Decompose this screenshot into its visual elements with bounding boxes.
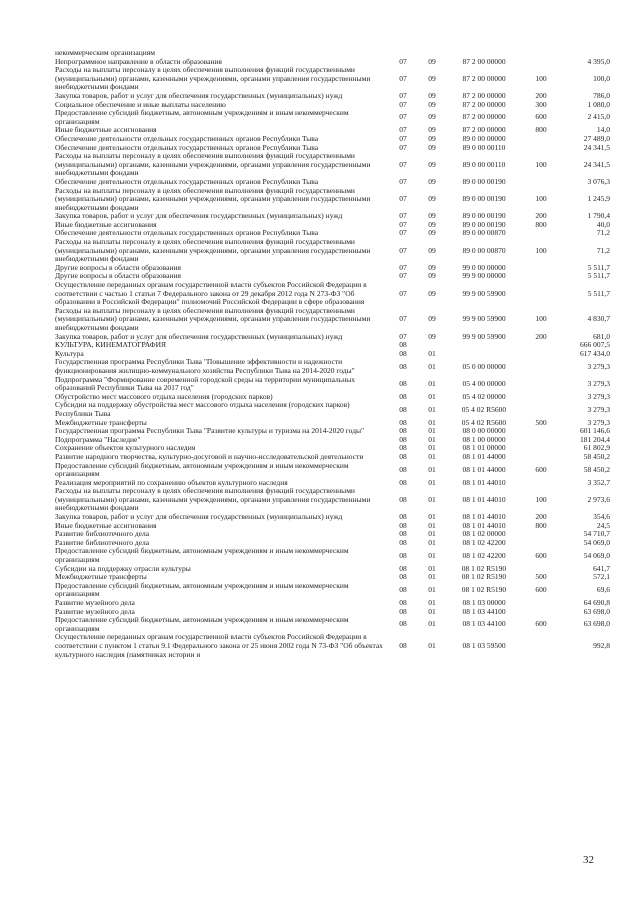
row-subsection-code: 09: [428, 99, 436, 109]
row-expense-type: [521, 539, 561, 548]
row-subsection-code: 01: [428, 563, 436, 573]
row-name: Непрограммное направление в области образования: [55, 56, 222, 66]
row-section-code: 07: [399, 228, 407, 238]
row-amount: 63 698,0: [583, 619, 610, 629]
table-row: [55, 582, 610, 599]
row-section-code: 07: [399, 159, 407, 169]
row-name: Закупка товаров, работ и услуг для обеспечения государственных (муниципальных) нужд: [55, 512, 343, 522]
row-amount: 24 341,5: [583, 159, 610, 169]
row-section-code: 08: [399, 348, 407, 358]
table-row: [55, 358, 610, 375]
row-section-code: 08: [399, 619, 407, 629]
row-name: Обеспечение деятельности отдельных государственных органов Республики Тыва: [55, 176, 319, 186]
row-section-code: 07: [399, 271, 407, 281]
row-name: Обеспечение деятельности отдельных государственных органов Республики Тыва: [55, 142, 319, 152]
row-section-code: 08: [399, 563, 407, 573]
row-subsection-code: 09: [428, 331, 436, 341]
row-name: Подпрограмма "Наследие": [55, 434, 141, 444]
row-section-code: 07: [399, 288, 407, 298]
row-target-article: 08 1 01 44010: [462, 494, 506, 504]
row-section-code: 07: [399, 245, 407, 255]
row-subsection-code: 01: [428, 598, 436, 607]
row-target-article: 87 2 00 00000: [462, 99, 506, 109]
row-subsection-code: 01: [428, 529, 436, 539]
row-target-article: 08 1 01 44010: [462, 520, 506, 530]
row-amount: 617 434,0: [580, 348, 610, 358]
row-target-article: 89 0 00 00870: [462, 245, 506, 255]
row-expense-type: [521, 633, 561, 659]
row-section-code: 08: [399, 529, 407, 539]
row-section-code: 07: [399, 176, 407, 186]
row-target-article: 87 2 00 00000: [462, 90, 506, 100]
row-section-code: 07: [399, 125, 407, 135]
row-amount: 54 069,0: [583, 550, 610, 560]
row-target-article: 08 1 02 00000: [462, 529, 506, 539]
row-amount: 71,2: [596, 228, 610, 238]
row-section-code: 08: [399, 361, 407, 371]
row-section-code: 08: [399, 443, 407, 453]
row-name: КУЛЬТУРА, КИНЕМАТОГРАФИЯ: [55, 340, 166, 350]
row-subsection-code: 01: [428, 512, 436, 522]
row-expense-type: [521, 144, 561, 153]
row-name: Государственная программа Республики Тыва "Повышение эффективности и надежности функционирования жилищно-коммунального хозяйства Республики Тыва на 2014-2020 годы": [55, 357, 355, 375]
row-amount: 4 830,7: [587, 314, 610, 324]
row-target-article: 89 0 00 00110: [462, 142, 506, 152]
row-expense-type: [521, 229, 561, 238]
row-name: Закупка товаров, работ и услуг для обеспечения государственных (муниципальных) нужд: [55, 90, 343, 100]
row-section-code: 08: [399, 606, 407, 616]
row-expense-type: [521, 436, 561, 445]
row-expense-type: [521, 444, 561, 453]
row-expense-type: [521, 376, 561, 393]
row-expense-type: 500: [535, 572, 547, 582]
row-subsection-code: 09: [428, 219, 436, 229]
row-name: Государственная программа Республики Тыва "Развитие культуры и туризма на 2014-2020 годы": [55, 426, 365, 436]
row-amount: 24,5: [596, 520, 610, 530]
row-target-article: 08 1 02 R5190: [461, 572, 507, 582]
row-amount: 27 489,0: [583, 133, 610, 143]
row-name: Осуществление переданных органам государственной власти субъектов Российской Федерации в соответствии с частью 1 статьи 7 Федерального закона от 29 декабря 2012 года N 273-ФЗ "Об образовании в Российской Федерации" полномочий Российской Федерации в сфере образования: [55, 280, 367, 307]
row-section-code: 08: [399, 598, 407, 607]
row-amount: 992,8: [593, 640, 610, 650]
row-target-article: 99 9 00 59900: [462, 314, 506, 324]
row-amount: 24 341,5: [583, 142, 610, 152]
row-subsection-code: 09: [428, 194, 436, 204]
row-target-article: 08 1 01 00000: [462, 443, 506, 453]
row-target-article: 08 1 02 42200: [462, 550, 506, 560]
row-section-code: 08: [399, 477, 407, 487]
table-row: [55, 152, 610, 178]
row-amount: 14,0: [596, 125, 610, 135]
row-expense-type: 100: [535, 314, 547, 324]
row-subsection-code: 01: [428, 404, 436, 414]
row-name: Расходы на выплаты персоналу в целях обеспечения выполнения функций государственными (муниципальными) органами, казенными учреждениями, органами управления государственными внебюджетными фондами: [55, 151, 371, 178]
row-amount: 354,6: [593, 512, 610, 522]
row-expense-type: [521, 608, 561, 617]
row-amount: 61 802,9: [583, 443, 610, 453]
row-name: Развитие музейного дела: [55, 598, 135, 607]
row-subsection-code: 09: [428, 228, 436, 238]
row-expense-type: 100: [535, 73, 547, 83]
row-section-code: 08: [399, 512, 407, 522]
row-expense-type: [521, 178, 561, 187]
row-subsection-code: 01: [428, 361, 436, 371]
row-amount: 3 279,3: [587, 378, 610, 388]
row-subsection-code: 01: [428, 477, 436, 487]
row-target-article: 99 9 00 59900: [462, 331, 506, 341]
row-name: некоммерческим организациям: [55, 48, 155, 57]
row-subsection-code: 01: [428, 606, 436, 616]
row-amount: 5 511,7: [587, 271, 610, 281]
row-name: Расходы на выплаты персоналу в целях обеспечения выполнения функций государственными (муниципальными) органами, казенными учреждениями, органами управления государственными внебюджетными фондами: [55, 237, 371, 264]
row-section-code: 07: [399, 90, 407, 100]
row-subsection-code: 01: [428, 443, 436, 453]
row-target-article: 87 2 00 00000: [462, 112, 506, 122]
row-subsection-code: 01: [428, 520, 436, 530]
row-expense-type: 600: [535, 550, 547, 560]
row-subsection-code: 09: [428, 245, 436, 255]
budget-table: [55, 49, 610, 659]
row-expense-type: [521, 350, 561, 359]
row-target-article: 87 2 00 00000: [462, 56, 506, 66]
row-name: Осуществление переданных органам государственной власти субъектов Российской Федерации в соответствии с пунктом 1 статьи 9.1 Федерального закона от 25 июня 2002 года N 73-ФЗ "Об объектах культурного наследия (памятниках истории и: [55, 632, 383, 659]
row-section-code: 08: [399, 451, 407, 461]
row-section-code: 08: [399, 391, 407, 401]
row-subsection-code: 01: [428, 391, 436, 401]
row-name: Расходы на выплаты персоналу в целях обеспечения выполнения функций государственными (муниципальными) органами, казенными учреждениями, органами управления государственными внебюджетными фондами: [55, 65, 371, 92]
row-subsection-code: 01: [428, 537, 436, 547]
row-section-code: 08: [399, 340, 407, 350]
row-expense-type: 100: [535, 245, 547, 255]
table-row: [55, 109, 610, 126]
row-name: Расходы на выплаты персоналу в целях обеспечения выполнения функций государственными (муниципальными) органами, казенными учреждениями, органами управления государственными внебюджетными фондами: [55, 305, 371, 332]
row-section-code: 08: [399, 426, 407, 436]
row-name: Другие вопросы в области образования: [55, 262, 181, 272]
row-name: Развитие библиотечного дела: [55, 537, 150, 547]
row-amount: 1 080,0: [587, 99, 610, 109]
row-section-code: 07: [399, 262, 407, 272]
row-amount: 40,0: [596, 219, 610, 229]
row-section-code: 08: [399, 585, 407, 595]
row-target-article: 08 1 03 44100: [462, 619, 506, 629]
row-amount: 2 973,6: [587, 494, 610, 504]
row-expense-type: 800: [535, 520, 547, 530]
row-target-article: 05 0 00 00000: [462, 361, 506, 371]
row-amount: 1 790,4: [587, 211, 610, 221]
row-subsection-code: 01: [428, 434, 436, 444]
row-target-article: 08 1 02 R5190: [461, 563, 507, 573]
row-name: Иные бюджетные ассигнования: [55, 219, 157, 229]
table-body: [55, 49, 610, 659]
table-row: [55, 633, 610, 659]
row-expense-type: 200: [535, 331, 547, 341]
row-section-code: 07: [399, 142, 407, 152]
row-amount: 54 710,7: [583, 529, 610, 539]
row-expense-type: [521, 530, 561, 539]
row-target-article: 08 1 01 44000: [462, 451, 506, 461]
row-subsection-code: 09: [428, 90, 436, 100]
row-target-article: 08 1 01 44010: [462, 477, 506, 487]
row-section-code: 08: [399, 537, 407, 547]
row-expense-type: 100: [535, 159, 547, 169]
row-subsection-code: 09: [428, 211, 436, 221]
row-expense-type: [521, 58, 561, 67]
row-name: Межбюджетные трансферты: [55, 572, 147, 582]
row-expense-type: [521, 401, 561, 418]
row-target-article: 05 4 02 00000: [462, 391, 506, 401]
row-name: Развитие библиотечного дела: [55, 529, 150, 539]
row-section-code: 08: [399, 434, 407, 444]
row-name: Сохранение объектов культурного наследия: [55, 443, 196, 453]
row-target-article: 08 1 03 44100: [462, 606, 506, 616]
row-subsection-code: 09: [428, 73, 436, 83]
row-section-code: 08: [399, 550, 407, 560]
row-section-code: 08: [399, 572, 407, 582]
row-subsection-code: 09: [428, 142, 436, 152]
row-name: Иные бюджетные ассигнования: [55, 125, 157, 135]
row-subsection-code: 01: [428, 378, 436, 388]
row-name: Расходы на выплаты персоналу в целях обеспечения выполнения функций государственными (муниципальными) органами, казенными учреждениями, органами управления государственными внебюджетными фондами: [55, 486, 371, 513]
row-expense-type: 600: [535, 112, 547, 122]
row-target-article: 08 1 00 00000: [462, 434, 506, 444]
row-section-code: 07: [399, 219, 407, 229]
table-row: [55, 401, 610, 418]
row-name: Межбюджетные трансферты: [55, 417, 147, 427]
row-name: Культура: [55, 348, 84, 358]
row-amount: 71,2: [596, 245, 610, 255]
row-target-article: 08 1 02 R5190: [461, 585, 507, 595]
row-target-article: 08 1 03 59500: [462, 640, 506, 650]
row-amount: 69,6: [596, 585, 610, 595]
row-target-article: 89 0 00 00190: [462, 176, 506, 186]
row-section-code: 07: [399, 314, 407, 324]
row-subsection-code: 01: [428, 550, 436, 560]
row-target-article: 99 9 00 00000: [462, 271, 506, 281]
row-expense-type: [521, 358, 561, 375]
row-section-code: 08: [399, 404, 407, 414]
row-amount: 3 279,3: [587, 391, 610, 401]
row-expense-type: [521, 453, 561, 462]
page-number: 32: [583, 854, 594, 866]
row-name: Предоставление субсидий бюджетным, автономным учреждениям и иным некоммерческим организациям: [55, 580, 349, 599]
row-expense-type: [521, 427, 561, 436]
row-subsection-code: 01: [428, 426, 436, 436]
row-expense-type: [521, 393, 561, 402]
row-target-article: 08 0 00 00000: [462, 426, 506, 436]
row-amount: 54 069,0: [583, 537, 610, 547]
row-amount: 786,0: [593, 90, 610, 100]
row-target-article: 89 0 00 00110: [462, 159, 506, 169]
row-name: Субсидии на поддержку отрасли культуры: [55, 563, 191, 573]
row-subsection-code: 09: [428, 125, 436, 135]
row-name: Предоставление субсидий бюджетным, автономным учреждениям и иным некоммерческим организациям: [55, 108, 349, 126]
table-row: [55, 341, 610, 350]
row-target-article: 89 0 00 00190: [462, 194, 506, 204]
row-subsection-code: 01: [428, 451, 436, 461]
row-subsection-code: 01: [428, 348, 436, 358]
row-name: Обеспечение деятельности отдельных государственных органов Республики Тыва: [55, 228, 319, 238]
row-amount: 64 690,8: [583, 598, 610, 607]
row-subsection-code: 09: [428, 288, 436, 298]
row-subsection-code: 09: [428, 314, 436, 324]
row-name: Обеспечение деятельности отдельных государственных органов Республики Тыва: [55, 133, 319, 143]
row-subsection-code: 01: [428, 464, 436, 474]
row-subsection-code: 09: [428, 56, 436, 66]
table-row: [55, 547, 610, 564]
row-expense-type: 500: [535, 417, 547, 427]
table-row: [55, 462, 610, 479]
row-amount: 5 511,7: [587, 262, 610, 272]
row-expense-type: [521, 281, 561, 307]
row-section-code: 07: [399, 331, 407, 341]
row-name: Расходы на выплаты персоналу в целях обеспечения выполнения функций государственными (муниципальными) органами, казенными учреждениями, органами управления государственными внебюджетными фондами: [55, 185, 371, 212]
row-name: Иные бюджетные ассигнования: [55, 520, 157, 530]
row-amount: 1 245,9: [587, 194, 610, 204]
row-section-code: 08: [399, 494, 407, 504]
row-target-article: 05 4 00 00000: [462, 378, 506, 388]
row-section-code: 07: [399, 194, 407, 204]
row-amount: 4 395,0: [587, 56, 610, 66]
row-amount: 3 279,3: [587, 361, 610, 371]
row-subsection-code: 01: [428, 640, 436, 650]
row-section-code: 08: [399, 464, 407, 474]
row-section-code: 07: [399, 211, 407, 221]
row-target-article: 08 1 02 42200: [462, 537, 506, 547]
table-row: [55, 238, 610, 264]
row-section-code: 08: [399, 378, 407, 388]
row-subsection-code: 01: [428, 572, 436, 582]
row-target-article: 89 0 00 00000: [462, 133, 506, 143]
row-name: Предоставление субсидий бюджетным, автономным учреждениям и иным некоммерческим организациям: [55, 615, 349, 633]
row-name: Развитие музейного дела: [55, 606, 135, 616]
row-expense-type: 200: [535, 211, 547, 221]
row-expense-type: 200: [535, 512, 547, 522]
row-amount: 681,0: [593, 331, 610, 341]
row-section-code: 08: [399, 417, 407, 427]
row-target-article: [447, 350, 521, 359]
table-row: [55, 66, 610, 92]
row-amount: 3 279,3: [587, 417, 610, 427]
row-expense-type: 200: [535, 90, 547, 100]
row-target-article: 87 2 00 00000: [462, 73, 506, 83]
row-subsection-code: 09: [428, 262, 436, 272]
row-name: Предоставление субсидий бюджетным, автономным учреждениям и иным некоммерческим организациям: [55, 546, 349, 565]
row-target-article: 05 4 02 R5600: [461, 417, 507, 427]
row-amount: 3 279,3: [587, 404, 610, 414]
table-row: [55, 616, 610, 633]
row-section-code: 07: [399, 56, 407, 66]
row-amount: 58 450,2: [583, 451, 610, 461]
table-row: [55, 599, 610, 608]
row-name: Предоставление субсидий бюджетным, автономным учреждениям и иным некоммерческим организациям: [55, 460, 349, 479]
row-subsection-code: 01: [428, 585, 436, 595]
row-name: Субсидии на поддержку обустройства мест массового отдыха населения (городских парков) Республики Тыва: [55, 400, 350, 418]
table-row: [55, 307, 610, 333]
row-target-article: 05 4 02 R5600: [461, 404, 507, 414]
row-target-article: 08 1 03 00000: [462, 598, 506, 607]
row-subsection-code: 09: [428, 112, 436, 122]
row-expense-type: 800: [535, 125, 547, 135]
row-subsection-code: 01: [428, 494, 436, 504]
row-name: Закупка товаров, работ и услуг для обеспечения государственных (муниципальных) нужд: [55, 211, 343, 221]
row-amount: 572,1: [593, 572, 610, 582]
row-amount: 3 076,3: [587, 176, 610, 186]
row-target-article: 99 0 00 00000: [462, 262, 506, 272]
row-name: Развитие народного творчества, культурно-досуговой и научно-исследовательской деятельности: [55, 451, 364, 461]
row-amount: 3 352,7: [587, 477, 610, 487]
row-amount: 58 450,2: [583, 464, 610, 474]
row-expense-type: [521, 264, 561, 273]
row-section-code: 07: [399, 73, 407, 83]
table-row: [55, 281, 610, 307]
row-target-article: 89 0 00 00190: [462, 219, 506, 229]
row-section-code: 08: [399, 640, 407, 650]
row-expense-type: [521, 341, 561, 350]
row-target-article: [447, 341, 521, 350]
row-expense-type: 300: [535, 99, 547, 109]
row-subsection-code: 09: [428, 176, 436, 186]
row-section-code: 07: [399, 112, 407, 122]
row-target-article: 08 1 01 44010: [462, 512, 506, 522]
row-expense-type: 600: [535, 619, 547, 629]
table-row: [55, 487, 610, 513]
row-amount: 181 204,4: [580, 434, 610, 444]
row-subsection-code: 01: [428, 619, 436, 629]
row-amount: 666 007,5: [580, 340, 610, 350]
table-row: [55, 376, 610, 393]
row-section-code: 07: [399, 99, 407, 109]
row-target-article: 99 9 00 59900: [462, 288, 506, 298]
row-expense-type: [521, 49, 561, 58]
row-target-article: 08 1 01 44000: [462, 464, 506, 474]
row-expense-type: [521, 599, 561, 608]
row-amount: 601 146,6: [580, 426, 610, 436]
row-subsection-code: 09: [428, 271, 436, 281]
row-name: Реализация мероприятий по сохранению объектов культурного наследия: [55, 477, 288, 487]
row-expense-type: [521, 135, 561, 144]
row-expense-type: 100: [535, 194, 547, 204]
table-row: [55, 187, 610, 213]
row-amount: 63 698,0: [583, 606, 610, 616]
row-target-article: 87 2 00 00000: [462, 125, 506, 135]
row-subsection-code: 01: [428, 417, 436, 427]
row-section-code: 07: [399, 133, 407, 143]
row-target-article: 89 0 00 00190: [462, 211, 506, 221]
row-subsection-code: 09: [428, 133, 436, 143]
row-section-code: 08: [399, 520, 407, 530]
row-name: Обустройство мест массового отдыха населения (городских парков): [55, 391, 273, 401]
row-name: Социальное обеспечение и иные выплаты населению: [55, 99, 226, 109]
row-name: Другие вопросы в области образования: [55, 271, 181, 281]
row-expense-type: 100: [535, 494, 547, 504]
row-amount: 641,7: [593, 563, 610, 573]
row-amount: 100,0: [593, 73, 610, 83]
row-name: Закупка товаров, работ и услуг для обеспечения государственных (муниципальных) нужд: [55, 331, 343, 341]
row-expense-type: 600: [535, 464, 547, 474]
row-target-article: 89 0 00 00870: [462, 228, 506, 238]
row-expense-type: 800: [535, 219, 547, 229]
row-subsection-code: 09: [428, 159, 436, 169]
row-amount: 2 415,0: [587, 112, 610, 122]
row-expense-type: 600: [535, 585, 547, 595]
row-name: Подпрограмма "Формирование современной городской среды на территории муниципальных образований Республики Тыва на 2017 год": [55, 374, 356, 393]
row-amount: 5 511,7: [587, 288, 610, 298]
row-expense-type: [521, 479, 561, 488]
row-expense-type: [521, 272, 561, 281]
